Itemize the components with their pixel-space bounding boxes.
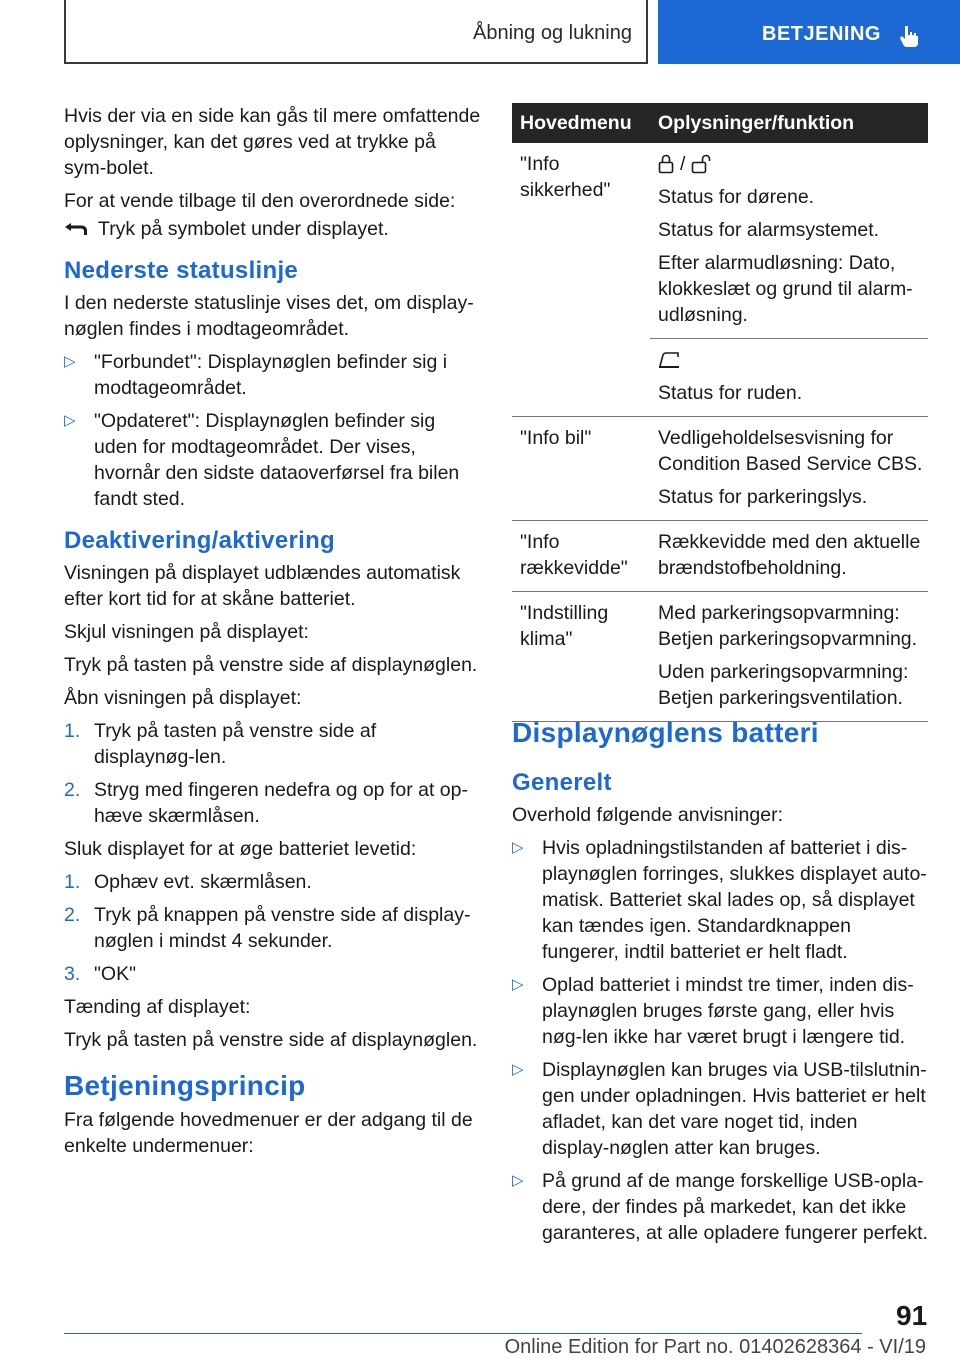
table-header-row <box>512 103 928 143</box>
locked-icon <box>658 154 674 174</box>
info-line: Med parkeringsopvarmning: Betjen parkeringsopvarmning. <box>658 602 918 650</box>
table-cell-info <box>650 521 928 592</box>
list-item <box>64 408 482 512</box>
info-line: Vedligeholdelsesvisning for Condition Based Service CBS. <box>658 427 923 475</box>
list-item <box>512 835 930 965</box>
header-section-box <box>64 0 648 64</box>
info-line: Status for dørene. <box>658 186 815 208</box>
window-icon-row <box>658 347 928 373</box>
table-cell-info <box>650 339 928 417</box>
statusline-paragraph: I den nederste statuslinje vises det, om display‐nøglen findes i modtageområdet. <box>64 292 474 340</box>
unlocked-icon <box>691 154 713 174</box>
step-text: Tryk på tasten på venstre side af displaynøg‐len. <box>94 720 377 768</box>
menu-table <box>512 103 928 722</box>
step-text: "OK" <box>94 963 137 985</box>
list-item-text: Oplad batteriet i mindst tre timer, inden dis‐playnøglen bruges første gang, eller hvis nøg‐len ikke har været brugt i længere tid. <box>542 974 914 1048</box>
list-item-text: "Opdateret": Displaynøglen befinder sig uden for modtageområdet. Der vises, hvornår den sidste dataoverførsel fra bilen fandt sted. <box>94 410 460 510</box>
numbered-step <box>64 718 482 770</box>
header-chapter-title: BETJENING <box>762 22 881 45</box>
list-item-text: "Forbundet": Displaynøglen befinder sig i modtageområdet. <box>94 351 448 399</box>
table-header-menu: Hovedmenu <box>512 103 650 143</box>
table-cell-menu: "Indstilling klima" <box>512 592 650 722</box>
table-cell-info <box>650 417 928 521</box>
battery-heading: Displaynøglens batteri <box>512 717 819 748</box>
step-number: 1. <box>64 871 81 893</box>
deactivation-heading: Deaktivering/aktivering <box>64 527 336 554</box>
battery-section <box>512 700 930 1253</box>
triangle-bullet-icon: ▷ <box>512 839 524 856</box>
table-row <box>512 521 928 592</box>
principle-paragraph: Fra følgende hovedmenuer er der adgang til de enkelte undermenuer: <box>64 1109 473 1157</box>
deact-paragraph-7: Tryk på tasten på venstre side af displaynøglen. <box>64 1029 478 1051</box>
info-line: Efter alarmudløsning: Dato, klokkeslæt og grund til alarm‐udløsning. <box>658 252 913 326</box>
header-section-title: Åbning og lukning <box>472 21 632 44</box>
general-heading: Generelt <box>512 769 612 796</box>
numbered-step <box>64 902 482 954</box>
triangle-bullet-icon: ▷ <box>512 976 524 993</box>
step-number: 2. <box>64 779 81 801</box>
list-item-text: Hvis opladningstilstanden af batteriet i dis‐playnøglen forringes, slukkes displayet auto‐matisk. Batteriet skal lades op, så displayet kan tændes igen. Standardknappen fungerer, indtil batteriet er helt fladt. <box>542 837 927 963</box>
deact-paragraph-3: Tryk på tasten på venstre side af displaynøglen. <box>64 654 478 676</box>
deact-paragraph-1: Visningen på displayet udblændes automatisk efter kort tid for at skåne batteriet. <box>64 562 461 610</box>
table-cell-menu: "Info sikkerhed" <box>512 143 650 417</box>
numbered-step <box>64 869 482 895</box>
principle-heading: Betjeningsprincip <box>64 1070 306 1101</box>
menu-table-wrapper <box>512 103 928 722</box>
list-item <box>512 1168 930 1246</box>
general-paragraph: Overhold følgende anvisninger: <box>512 804 783 826</box>
table-cell-info <box>650 143 928 339</box>
hand-pointer-icon <box>898 24 920 48</box>
list-item <box>64 349 482 401</box>
page-number: 91 <box>896 1300 928 1331</box>
deact-paragraph-6: Tænding af displayet: <box>64 996 251 1018</box>
footer-divider <box>64 1333 862 1334</box>
header-chapter-tab <box>658 0 960 64</box>
info-line: Status for alarmsystemet. <box>658 219 880 241</box>
step-text: Ophæv evt. skærmlåsen. <box>94 871 312 893</box>
table-cell-menu: "Info rækkevidde" <box>512 521 650 592</box>
table-row <box>512 417 928 521</box>
car-window-icon <box>658 351 680 369</box>
statusline-heading: Nederste statuslinje <box>64 257 299 284</box>
deact-paragraph-5: Sluk displayet for at øge batteriet levetid: <box>64 838 417 860</box>
deact-paragraph-2: Skjul visningen på displayet: <box>64 621 309 643</box>
info-line: Status for parkeringslys. <box>658 486 868 508</box>
info-line: Status for ruden. <box>658 382 803 404</box>
footer-edition: Online Edition for Part no. 01402628364 - VI/19 <box>504 1336 926 1358</box>
triangle-bullet-icon: ▷ <box>512 1061 524 1078</box>
triangle-bullet-icon: ▷ <box>64 412 76 429</box>
step-number: 2. <box>64 904 81 926</box>
list-item-text: På grund af de mange forskellige USB-opla‐dere, der findes på markedet, kan det ikke garanteres, at alle opladere fungerer perfekt. <box>542 1170 928 1244</box>
intro-paragraph: Hvis der via en side kan gås til mere omfattende oplysninger, kan det gøres ved at trykke på sym‐bolet. <box>64 105 481 179</box>
step-number: 3. <box>64 963 81 985</box>
numbered-step <box>64 777 482 829</box>
intro-back-instruction <box>64 216 482 242</box>
triangle-bullet-icon: ▷ <box>64 353 76 370</box>
numbered-step <box>64 961 482 987</box>
triangle-bullet-icon: ▷ <box>512 1172 524 1189</box>
table-header-info: Oplysninger/funktion <box>650 103 928 143</box>
step-text: Stryg med fingeren nedefra og op for at op‐hæve skærmlåsen. <box>94 779 468 827</box>
back-arrow-icon <box>64 222 88 236</box>
table-cell-menu: "Info bil" <box>512 417 650 521</box>
list-item <box>512 1057 930 1161</box>
step-number: 1. <box>64 720 81 742</box>
intro-back-paragraph: For at vende tilbage til den overordnede side: <box>64 190 456 212</box>
info-line: Rækkevidde med den aktuelle brændstofbeholdning. <box>658 531 921 579</box>
icon-separator: / <box>680 153 686 175</box>
deact-paragraph-4: Åbn visningen på displayet: <box>64 687 302 709</box>
list-item-text: Displaynøglen kan bruges via USB-tilslutnin‐gen under opladningen. Hvis batteriet er helt afladet, kan det vare noget tid, inden display‐nøglen atter kan bruges. <box>542 1059 927 1159</box>
left-column <box>64 103 482 1166</box>
lock-icons-row <box>658 151 928 177</box>
list-item <box>512 972 930 1050</box>
info-line: Uden parkeringsopvarmning: Betjen parkeringsventilation. <box>658 661 909 709</box>
step-text: Tryk på knappen på venstre side af display‐nøglen i mindst 4 sekunder. <box>94 904 471 952</box>
table-row <box>512 143 928 339</box>
intro-back-text: Tryk på symbolet under displayet. <box>98 218 389 240</box>
